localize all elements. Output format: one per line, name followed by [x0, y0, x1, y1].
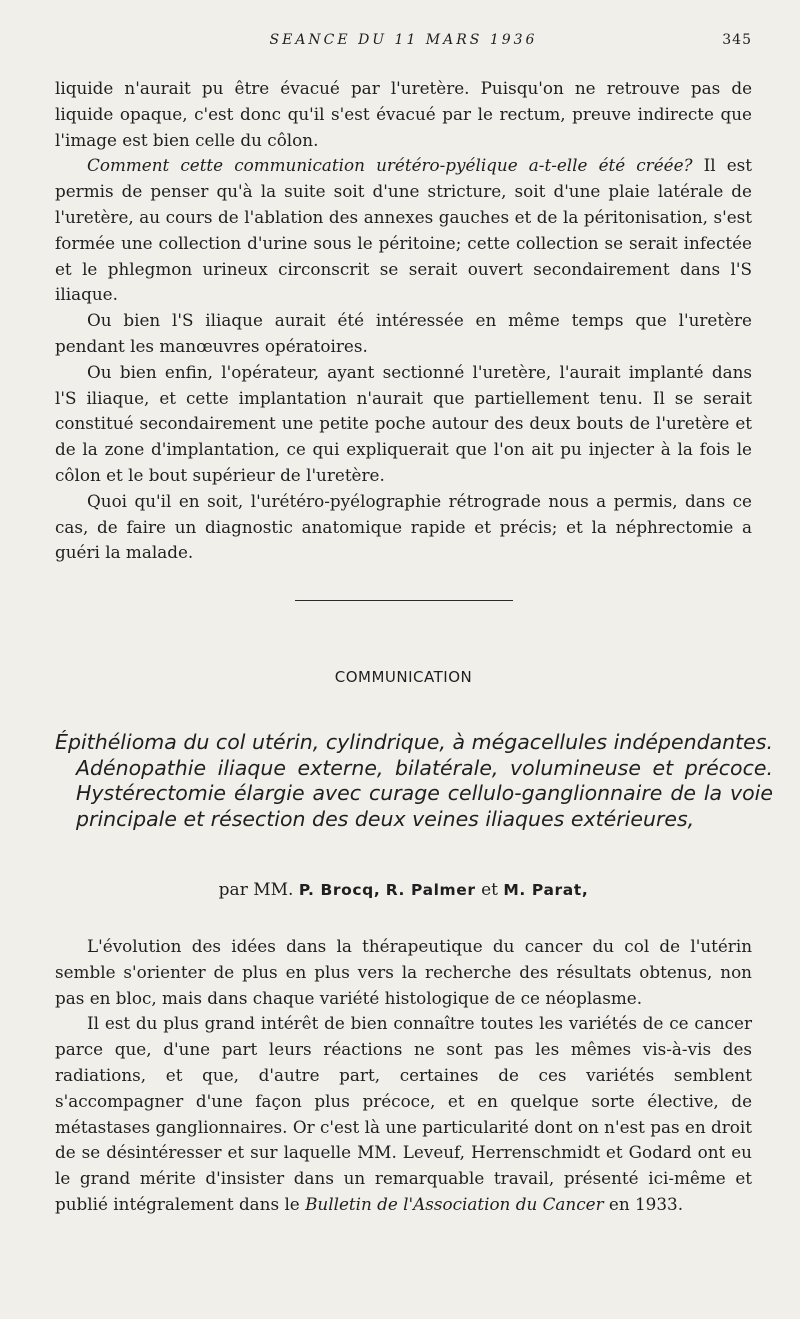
paragraph: Ou bien l'S iliaque aurait été intéressée en même temps que l'uretère pendant les manœuvres opératoires. — [55, 310, 752, 356]
author-prefix: par MM. — [218, 880, 294, 900]
paragraph-text: en 1933. — [603, 1193, 684, 1214]
paragraph-text: Il est permis de penser qu'à la suite soit d'une stricture, soit d'une plaie latérale de l'uretère, au cours de l'ablation des annexes gauches et de la péritonisation, s'est formée une collection d'urine sous le péritoine; cette collection se serait infectée et le phlegmon urineux circonscrit se serait ouvert secondairement dans l'S iliaque. — [55, 155, 753, 305]
author-name: M. Parat, — [503, 881, 589, 899]
section-heading: COMMUNICATION — [334, 668, 473, 686]
page-number: 345 — [722, 32, 752, 48]
paragraph: L'évolution des idées dans la thérapeutique du cancer du col de l'utérin semble s'orienter de plus en plus vers la recherche des résultats obtenus, non pas en bloc, mais dans chaque variété histologique de ce néoplasme. — [55, 936, 752, 1008]
author-name: R. Palmer — [385, 881, 476, 899]
paragraph: Quoi qu'il en soit, l'urétéro-pyélographie rétrograde nous a permis, dans ce cas, de faire un diagnostic anatomique rapide et précis; et la néphrectomie a guéri la malade. — [55, 490, 752, 563]
running-header — [55, 32, 752, 52]
paragraph: Ou bien enfin, l'opérateur, ayant sectionné l'uretère, l'aurait implanté dans l'S iliaque, et cette implantation n'aurait que partiellement tenu. Il se serait constitué secondairement une petite poche autour des deux bouts de l'uretère et de la zone d'implantation, ce qui expliquerait que l'on ait pu injecter à la fois le côlon et le bout supérieur de l'uretère. — [55, 361, 752, 485]
author-name: P. Brocq, — [298, 881, 381, 899]
paragraph — [55, 153, 752, 308]
section-divider — [295, 600, 513, 601]
continued-text — [55, 76, 752, 566]
paragraph-text: Il est du plus grand intérêt de bien connaître toutes les variétés de ce cancer parce que, d'une part leurs réactions ne sont pas les mêmes vis-à-vis des radiations, et que, d'autre part, certaines de ces variétés semblent s'accompagner d'une façon plus précoce, et en quelque sorte élective, de métastases ganglionnaires. Or c'est là une particularité dont on n'est pas en droit de se désintéresser et sur laquelle MM. Leveuf, Herrenschmidt et Godard ont eu le grand mérite d'insister dans un remarquable travail, présenté ici-même et publié intégralement dans le — [55, 1013, 752, 1214]
author-conjunction: et — [481, 880, 498, 900]
journal-title: Bulletin de l'Association du Cancer — [305, 1193, 604, 1214]
paragraph — [55, 1011, 752, 1217]
article-body — [55, 934, 752, 1218]
italic-question: Comment cette communication urétéro-pyélique a-t-elle été créée? — [87, 155, 693, 176]
article-title: Épithélioma du col utérin, cylindrique, à mégacellules indépendantes. Adénopathie iliaque externe, bilatérale, volumineuse et précoce. Hystérectomie élargie avec curage cellulo-ganglionnaire de la voie principale et résection des deux veines iliaques extérieures, — [55, 730, 773, 831]
author-line — [55, 880, 752, 900]
paragraph: liquide n'aurait pu être évacué par l'uretère. Puisqu'on ne retrouve pas de liquide opaque, c'est donc qu'il s'est évacué par le rectum, preuve indirecte que l'image est bien celle du côlon. — [55, 78, 752, 150]
running-title: SEANCE DU 11 MARS 1936 — [269, 32, 538, 48]
